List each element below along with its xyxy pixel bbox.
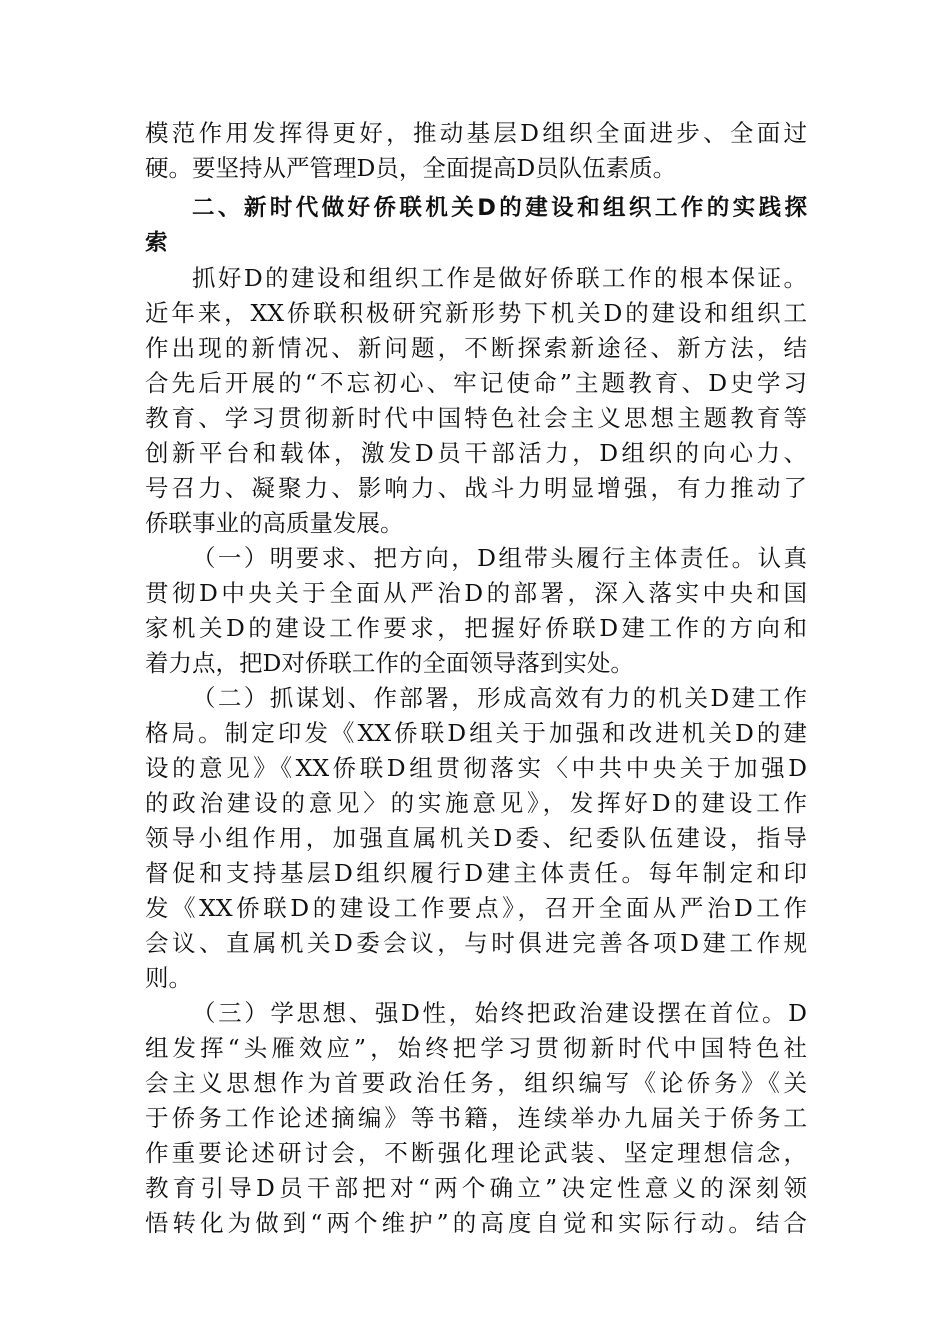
body-text-line: 领导小组作用，加强直属机关D委、纪委队伍建设，指导 xyxy=(145,824,807,852)
body-text-line: 悟转化为做到“两个维护”的高度自觉和实际行动。结合 xyxy=(145,1209,807,1237)
body-text-line: 于侨务工作论述摘编》等书籍，连续举办九届关于侨务工 xyxy=(145,1104,807,1132)
body-text-line: 作出现的新情况、新问题，不断探索新途径、新方法，结 xyxy=(145,334,807,362)
body-text-line: 会议、直属机关D委会议，与时俱进完善各项D建工作规 xyxy=(145,929,807,957)
body-text-line: 格局。制定印发《XX侨联D组关于加强和改进机关D的建 xyxy=(145,719,807,747)
body-text-line: 硬。要坚持从严管理D员，全面提高D员队伍素质。 xyxy=(145,154,677,182)
subsection-lead-line: （三）学思想、强D性，始终把政治建设摆在首位。D xyxy=(192,999,807,1027)
body-text-line: 抓好D的建设和组织工作是做好侨联工作的根本保证。 xyxy=(192,264,807,292)
body-text-line: 作重要论述研讨会，不断强化理论武装、坚定理想信念， xyxy=(145,1139,807,1167)
body-text-line: 合先后开展的“不忘初心、牢记使命”主题教育、D史学习 xyxy=(145,369,807,397)
body-text-line: 号召力、凝聚力、影响力、战斗力明显增强，有力推动了 xyxy=(145,474,807,502)
body-text-line: 会主义思想作为首要政治任务，组织编写《论侨务》《关 xyxy=(145,1069,807,1097)
body-text-line: 组发挥“头雁效应”，始终把学习贯彻新时代中国特色社 xyxy=(145,1034,807,1062)
body-text-line: 创新平台和载体，激发D员干部活力，D组织的向心力、 xyxy=(145,439,807,467)
body-text-line: 贯彻D中央关于全面从严治D的部署，深入落实中央和国 xyxy=(145,579,807,607)
body-text-line: 教育引导D员干部把对“两个确立”决定性意义的深刻领 xyxy=(145,1174,807,1202)
body-text-line: 设的意见》《XX侨联D组贯彻落实〈中共中央关于加强D xyxy=(145,754,807,782)
body-text-line: 发《XX侨联D的建设工作要点》，召开全面从严治D工作 xyxy=(145,894,807,922)
body-text-line: 则。 xyxy=(145,964,192,992)
body-text-line: 的政治建设的意见〉的实施意见》，发挥好D的建设工作 xyxy=(145,789,807,817)
subsection-lead-line: （一）明要求、把方向，D组带头履行主体责任。认真 xyxy=(192,544,807,572)
section-heading-line: 索 xyxy=(145,230,168,256)
body-text-line: 家机关D的建设工作要求，把握好侨联D建工作的方向和 xyxy=(145,614,807,642)
section-heading-line: 二、新时代做好侨联机关D的建设和组织工作的实践探 xyxy=(192,195,807,221)
body-text-line: 近年来，XX侨联积极研究新形势下机关D的建设和组织工 xyxy=(145,299,807,327)
body-text-line: 模范作用发挥得更好，推动基层D组织全面进步、全面过 xyxy=(145,119,807,147)
subsection-lead-line: （二）抓谋划、作部署，形成高效有力的机关D建工作 xyxy=(192,684,807,712)
body-text-line: 教育、学习贯彻新时代中国特色社会主义思想主题教育等 xyxy=(145,404,807,432)
body-text-line: 侨联事业的高质量发展。 xyxy=(145,509,404,537)
body-text-line: 着力点，把D对侨联工作的全面领导落到实处。 xyxy=(145,649,634,677)
body-text-line: 督促和支持基层D组织履行D建主体责任。每年制定和印 xyxy=(145,859,807,887)
